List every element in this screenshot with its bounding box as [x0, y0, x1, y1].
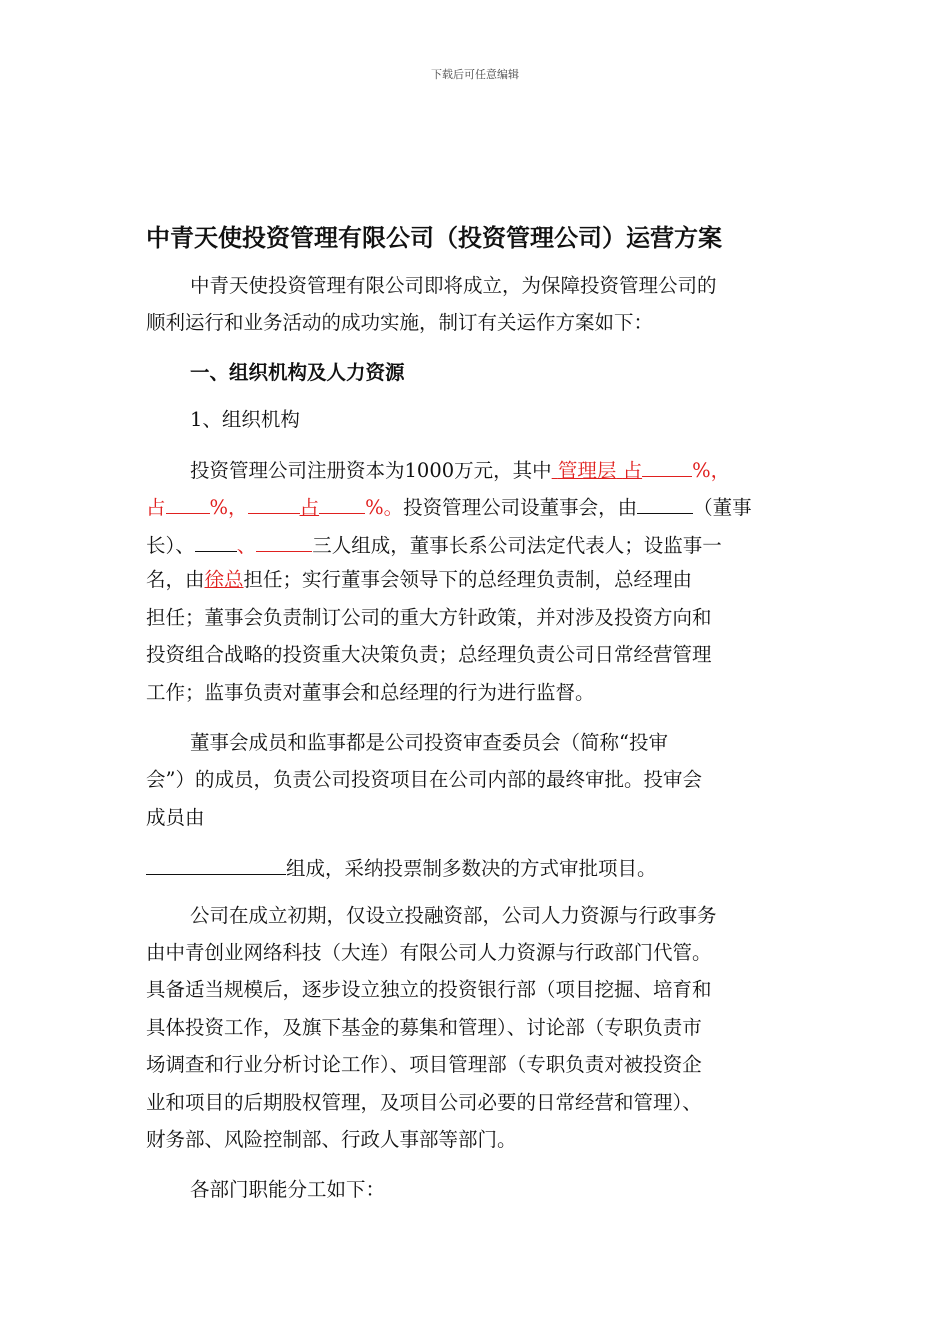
- red-text: 管理层: [557, 459, 617, 482]
- red-text: [552, 459, 642, 482]
- page-header: 下载后可任意编辑: [431, 68, 519, 81]
- paragraph-line: [146, 570, 816, 590]
- subsection-heading: 1、组织机构: [190, 408, 300, 431]
- red-text: %，: [692, 459, 731, 482]
- section-heading: 一、组织机构及人力资源: [190, 361, 405, 384]
- paragraph-line: 工作；监事负责对董事会和总经理的行为进行监督。: [146, 681, 595, 704]
- paragraph-line: 财务部、风险控制部、行政人事部等部门。: [146, 1128, 517, 1151]
- paragraph-line: 担任；董事会负责制订公司的重大方针政策，并对涉及投资方向和: [146, 606, 712, 629]
- paragraph-line: [146, 533, 816, 556]
- paragraph-line: 场调查和行业分析讨论工作）、项目管理部（专职负责对被投资企: [146, 1053, 702, 1076]
- text-span: 组成，采纳投票制多数决的方式审批项目。: [286, 857, 657, 880]
- text-span: 名，由: [146, 568, 205, 591]
- text-span: 投资管理公司注册资本为1000万元，其中: [190, 459, 552, 482]
- red-text: 徐总: [204, 568, 244, 591]
- blank-field: [642, 458, 692, 477]
- text-span: 担任；实行董事会领导下的总经理负责制，总经理由: [243, 568, 693, 591]
- text-span: （董事: [693, 496, 752, 519]
- red-text: 占: [299, 496, 320, 519]
- intro-line-1: 中青天使投资管理有限公司即将成立，为保障投资管理公司的: [190, 274, 717, 297]
- paragraph-line: [146, 856, 816, 879]
- paragraph-line: 会”）的成员，负责公司投资项目在公司内部的最终审批。投审会: [146, 768, 702, 791]
- paragraph-line: 业和项目的后期股权管理，及项目公司必要的日常经营和管理）、: [146, 1091, 702, 1114]
- paragraph-line: 董事会成员和监事都是公司投资审查委员会（简称“投审: [190, 731, 668, 754]
- paragraph-line: 具备适当规模后，逐步设立独立的投资银行部（项目挖掘、培育和: [146, 978, 712, 1001]
- red-text: %。: [365, 496, 404, 519]
- red-text: 占: [622, 459, 643, 482]
- blank-field: [248, 495, 300, 514]
- blank-field: [256, 533, 312, 552]
- blank-field: [637, 495, 693, 514]
- red-text: %，: [209, 496, 248, 519]
- intro-line-2: 顺利运行和业务活动的成功实施，制订有关运作方案如下：: [146, 311, 654, 334]
- paragraph-line: [146, 495, 816, 518]
- text-span: 三人组成，董事长系公司法定代表人；设监事一: [312, 534, 722, 557]
- paragraph-line: [190, 458, 860, 481]
- blank-field: [166, 495, 210, 514]
- text-span: 长）、: [146, 534, 195, 557]
- text-span: 投资管理公司设董事会，由: [403, 496, 638, 519]
- red-text: 、: [236, 534, 257, 557]
- paragraph-line: 由中青创业网络科技（大连）有限公司人力资源与行政部门代管。: [146, 941, 712, 964]
- document-title: 中青天使投资管理有限公司（投资管理公司）运营方案: [146, 223, 722, 252]
- paragraph-line: 各部门职能分工如下：: [190, 1178, 386, 1201]
- blank-field: [319, 495, 365, 514]
- blank-field: [195, 533, 237, 552]
- paragraph-line: 公司在成立初期，仅设立投融资部，公司人力资源与行政事务: [190, 904, 717, 927]
- paragraph-line: 具体投资工作，及旗下基金的募集和管理）、讨论部（专职负责市: [146, 1016, 702, 1039]
- red-text: 占: [146, 496, 166, 519]
- blank-field: [146, 856, 286, 875]
- paragraph-line: 投资组合战略的投资重大决策负责；总经理负责公司日常经营管理: [146, 643, 712, 666]
- paragraph-line: 成员由: [146, 806, 205, 829]
